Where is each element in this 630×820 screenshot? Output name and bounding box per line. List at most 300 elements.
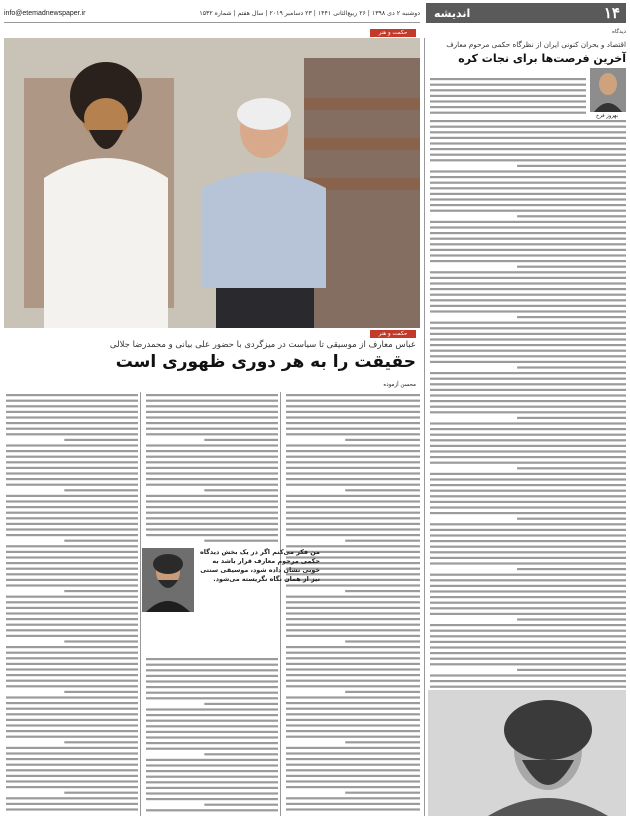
text-line bbox=[6, 635, 138, 637]
main-headline: حقیقت را به هر دوری ظهوری است bbox=[115, 352, 416, 372]
text-line bbox=[146, 444, 278, 446]
text-line bbox=[430, 294, 626, 296]
text-line bbox=[345, 691, 420, 693]
text-line bbox=[517, 417, 626, 419]
text-line bbox=[286, 769, 420, 771]
text-line bbox=[517, 618, 626, 620]
text-line bbox=[286, 713, 420, 715]
text-line bbox=[204, 489, 278, 491]
text-line bbox=[430, 523, 626, 525]
text-line bbox=[6, 708, 138, 710]
text-line bbox=[517, 266, 626, 268]
text-line bbox=[6, 702, 138, 704]
text-line bbox=[430, 473, 626, 475]
text-line bbox=[286, 411, 420, 413]
text-line bbox=[430, 249, 626, 251]
text-line bbox=[146, 500, 278, 502]
text-line bbox=[286, 764, 420, 766]
text-line bbox=[146, 787, 278, 789]
text-line bbox=[286, 456, 420, 458]
text-line bbox=[345, 439, 420, 441]
text-line bbox=[6, 601, 138, 603]
section-name: اندیشه bbox=[434, 6, 471, 20]
text-line bbox=[430, 439, 626, 441]
text-line bbox=[146, 450, 278, 452]
text-line bbox=[146, 742, 278, 744]
text-line bbox=[6, 456, 138, 458]
text-line bbox=[286, 708, 420, 710]
text-line bbox=[430, 478, 626, 480]
text-line bbox=[64, 640, 138, 642]
text-line bbox=[6, 596, 138, 598]
text-line bbox=[345, 741, 420, 743]
text-line bbox=[286, 428, 420, 430]
text-line bbox=[517, 467, 626, 469]
text-line bbox=[6, 724, 138, 726]
text-line bbox=[6, 461, 138, 463]
text-line bbox=[430, 686, 626, 688]
text-line bbox=[64, 792, 138, 794]
text-line bbox=[517, 215, 626, 217]
text-line bbox=[286, 444, 420, 446]
text-line bbox=[6, 769, 138, 771]
text-line bbox=[6, 663, 138, 665]
text-line bbox=[64, 540, 138, 542]
text-line bbox=[64, 439, 138, 441]
text-line bbox=[430, 361, 626, 363]
text-line bbox=[6, 484, 138, 486]
text-line bbox=[286, 657, 420, 659]
text-line bbox=[6, 797, 138, 799]
text-line bbox=[430, 100, 586, 102]
text-line bbox=[64, 741, 138, 743]
text-line bbox=[286, 450, 420, 452]
text-line bbox=[430, 78, 586, 80]
caption-tag: حکمت و هنر bbox=[370, 330, 416, 338]
text-line bbox=[146, 680, 278, 682]
text-line bbox=[430, 534, 626, 536]
text-line bbox=[430, 529, 626, 531]
text-line bbox=[286, 724, 420, 726]
text-line bbox=[286, 680, 420, 682]
text-line bbox=[430, 630, 626, 632]
text-line bbox=[146, 731, 278, 733]
text-line bbox=[430, 159, 626, 161]
text-line bbox=[6, 680, 138, 682]
text-line bbox=[286, 758, 420, 760]
author-photo bbox=[590, 68, 626, 112]
text-line bbox=[6, 433, 138, 435]
text-line bbox=[286, 663, 420, 665]
date-line: دوشنبه ۲ دی ۱۳۹۸ | ۲۶ ربیع‌الثانی ۱۴۴۱ | ۲۳ دسامبر ۲۰۱۹ | سال هفتم | شماره ۱۵۳۲ bbox=[199, 9, 420, 17]
text-line bbox=[286, 394, 420, 396]
text-line bbox=[6, 803, 138, 805]
text-line bbox=[430, 154, 626, 156]
text-line bbox=[517, 165, 626, 167]
text-line bbox=[430, 652, 626, 654]
text-line bbox=[6, 629, 138, 631]
text-line bbox=[430, 327, 626, 329]
text-line bbox=[286, 467, 420, 469]
text-line bbox=[430, 383, 626, 385]
text-line bbox=[6, 752, 138, 754]
text-line bbox=[6, 584, 138, 586]
main-article-column-2 bbox=[144, 392, 278, 546]
text-line bbox=[430, 148, 626, 150]
page-number: ۱۴ bbox=[603, 5, 620, 22]
text-line bbox=[286, 500, 420, 502]
text-line bbox=[6, 674, 138, 676]
text-line bbox=[345, 489, 420, 491]
text-line bbox=[146, 697, 278, 699]
text-line bbox=[146, 405, 278, 407]
text-line bbox=[430, 355, 626, 357]
text-line bbox=[430, 95, 586, 97]
text-line bbox=[430, 562, 626, 564]
text-line bbox=[6, 467, 138, 469]
text-line bbox=[430, 394, 626, 396]
text-line bbox=[430, 89, 586, 91]
text-line bbox=[64, 691, 138, 693]
text-line bbox=[430, 434, 626, 436]
text-line bbox=[430, 680, 626, 682]
text-line bbox=[286, 747, 420, 749]
text-line bbox=[430, 322, 626, 324]
text-line bbox=[286, 719, 420, 721]
text-line bbox=[64, 489, 138, 491]
text-line bbox=[146, 781, 278, 783]
text-line bbox=[146, 394, 278, 396]
text-line bbox=[6, 612, 138, 614]
text-line bbox=[430, 462, 626, 464]
main-article-column-2b bbox=[144, 656, 278, 816]
text-line bbox=[146, 478, 278, 480]
text-line bbox=[345, 640, 420, 642]
text-line bbox=[430, 450, 626, 452]
text-line bbox=[430, 445, 626, 447]
column-divider bbox=[424, 38, 425, 816]
text-line bbox=[146, 664, 278, 666]
section-banner bbox=[426, 3, 626, 23]
text-line bbox=[204, 804, 278, 806]
text-line bbox=[430, 120, 626, 122]
text-line bbox=[146, 512, 278, 514]
text-line bbox=[146, 809, 278, 811]
text-line bbox=[430, 232, 626, 234]
text-line bbox=[6, 523, 138, 525]
text-line bbox=[6, 495, 138, 497]
main-byline: محسن آزموده bbox=[383, 382, 416, 388]
text-line bbox=[286, 461, 420, 463]
text-line bbox=[345, 590, 420, 592]
text-line bbox=[6, 517, 138, 519]
text-line bbox=[430, 350, 626, 352]
text-line bbox=[6, 579, 138, 581]
website-address[interactable]: info@etemadnewspaper.ir bbox=[4, 9, 86, 17]
text-line bbox=[430, 512, 626, 514]
text-line bbox=[146, 467, 278, 469]
text-line bbox=[286, 495, 420, 497]
text-line bbox=[286, 534, 420, 536]
text-line bbox=[430, 221, 626, 223]
text-line bbox=[430, 210, 626, 212]
text-line bbox=[286, 780, 420, 782]
text-line bbox=[6, 808, 138, 810]
text-line bbox=[6, 534, 138, 536]
text-line bbox=[345, 792, 420, 794]
text-line bbox=[430, 663, 626, 665]
text-line bbox=[430, 204, 626, 206]
text-line bbox=[146, 669, 278, 671]
text-line bbox=[146, 534, 278, 536]
text-line bbox=[6, 713, 138, 715]
text-line bbox=[430, 406, 626, 408]
text-line bbox=[204, 439, 278, 441]
text-line bbox=[6, 624, 138, 626]
text-line bbox=[430, 310, 626, 312]
text-line bbox=[146, 725, 278, 727]
text-line bbox=[6, 764, 138, 766]
side-column-tag: دیدگاه bbox=[611, 29, 626, 35]
text-line bbox=[286, 528, 420, 530]
text-line bbox=[286, 484, 420, 486]
text-line bbox=[146, 714, 278, 716]
text-line bbox=[146, 658, 278, 660]
text-line bbox=[430, 112, 586, 114]
text-line bbox=[430, 106, 586, 108]
text-line bbox=[6, 472, 138, 474]
text-line bbox=[430, 658, 626, 660]
text-line bbox=[430, 299, 626, 301]
text-line bbox=[6, 562, 138, 564]
text-line bbox=[430, 411, 626, 413]
text-line bbox=[6, 444, 138, 446]
text-line bbox=[430, 646, 626, 648]
text-line bbox=[6, 416, 138, 418]
text-line bbox=[430, 400, 626, 402]
text-line bbox=[430, 495, 626, 497]
text-line bbox=[204, 540, 278, 542]
text-line bbox=[430, 333, 626, 335]
text-line bbox=[146, 433, 278, 435]
main-section-tag: حکمت و هنر bbox=[370, 29, 416, 37]
text-line bbox=[430, 613, 626, 615]
main-article-column-3 bbox=[4, 392, 138, 816]
text-line bbox=[286, 400, 420, 402]
bottom-photo bbox=[428, 690, 626, 816]
main-photo bbox=[4, 38, 420, 328]
text-line bbox=[286, 752, 420, 754]
text-line bbox=[6, 394, 138, 396]
text-line bbox=[286, 775, 420, 777]
text-line bbox=[286, 416, 420, 418]
text-line bbox=[430, 372, 626, 374]
text-line bbox=[517, 366, 626, 368]
text-line bbox=[6, 747, 138, 749]
text-line bbox=[430, 635, 626, 637]
text-line bbox=[6, 652, 138, 654]
text-line bbox=[430, 490, 626, 492]
text-line bbox=[430, 137, 626, 139]
text-line bbox=[517, 518, 626, 520]
text-line bbox=[430, 182, 626, 184]
text-line bbox=[430, 193, 626, 195]
text-line bbox=[430, 271, 626, 273]
text-line bbox=[430, 422, 626, 424]
text-line bbox=[517, 669, 626, 671]
text-line bbox=[430, 540, 626, 542]
text-line bbox=[6, 685, 138, 687]
text-line bbox=[430, 551, 626, 553]
text-line bbox=[6, 556, 138, 558]
text-line bbox=[146, 770, 278, 772]
text-line bbox=[6, 573, 138, 575]
text-line bbox=[430, 198, 626, 200]
text-line bbox=[6, 400, 138, 402]
text-line bbox=[430, 277, 626, 279]
text-line bbox=[146, 720, 278, 722]
text-line bbox=[430, 428, 626, 430]
text-line bbox=[430, 574, 626, 576]
text-line bbox=[286, 786, 420, 788]
text-line bbox=[6, 719, 138, 721]
text-line bbox=[6, 528, 138, 530]
column-divider bbox=[140, 392, 141, 816]
text-line bbox=[430, 238, 626, 240]
text-line bbox=[286, 478, 420, 480]
text-line bbox=[286, 517, 420, 519]
text-line bbox=[146, 495, 278, 497]
text-line bbox=[146, 523, 278, 525]
text-line bbox=[146, 422, 278, 424]
text-line bbox=[146, 736, 278, 738]
inset-photo bbox=[142, 548, 194, 612]
text-line bbox=[430, 378, 626, 380]
text-line bbox=[430, 501, 626, 503]
text-line bbox=[146, 411, 278, 413]
text-line bbox=[286, 736, 420, 738]
side-article-intro bbox=[428, 76, 586, 116]
text-line bbox=[286, 668, 420, 670]
text-line bbox=[146, 748, 278, 750]
text-line bbox=[6, 428, 138, 430]
text-line bbox=[430, 484, 626, 486]
text-line bbox=[6, 422, 138, 424]
text-line bbox=[286, 808, 420, 810]
text-line bbox=[286, 472, 420, 474]
text-line bbox=[430, 506, 626, 508]
text-line bbox=[6, 668, 138, 670]
text-line bbox=[6, 696, 138, 698]
text-line bbox=[286, 797, 420, 799]
text-line bbox=[286, 803, 420, 805]
text-line bbox=[6, 506, 138, 508]
text-line bbox=[6, 607, 138, 609]
text-line bbox=[430, 624, 626, 626]
text-line bbox=[430, 305, 626, 307]
text-line bbox=[6, 500, 138, 502]
header-info-bar bbox=[4, 4, 420, 23]
text-line bbox=[146, 792, 278, 794]
text-line bbox=[6, 646, 138, 648]
text-line bbox=[430, 243, 626, 245]
text-line bbox=[146, 456, 278, 458]
text-line bbox=[204, 753, 278, 755]
text-line bbox=[6, 775, 138, 777]
text-line bbox=[146, 461, 278, 463]
text-line bbox=[6, 411, 138, 413]
text-line bbox=[286, 523, 420, 525]
text-line bbox=[430, 84, 586, 86]
text-line bbox=[430, 344, 626, 346]
text-line bbox=[430, 170, 626, 172]
text-line bbox=[6, 758, 138, 760]
text-line bbox=[6, 736, 138, 738]
text-line bbox=[6, 551, 138, 553]
text-line bbox=[146, 428, 278, 430]
text-line bbox=[64, 590, 138, 592]
text-line bbox=[430, 187, 626, 189]
text-line bbox=[6, 730, 138, 732]
side-headline: آخرین فرصت‌ها برای نجات کره bbox=[458, 52, 626, 65]
text-line bbox=[286, 422, 420, 424]
text-line bbox=[430, 282, 626, 284]
text-line bbox=[146, 764, 278, 766]
text-line bbox=[430, 131, 626, 133]
text-line bbox=[286, 433, 420, 435]
text-line bbox=[6, 568, 138, 570]
text-line bbox=[430, 226, 626, 228]
side-author-name: بهروز فرخ bbox=[595, 113, 619, 119]
text-line bbox=[430, 546, 626, 548]
text-line bbox=[146, 686, 278, 688]
text-line bbox=[430, 579, 626, 581]
text-line bbox=[6, 780, 138, 782]
text-line bbox=[286, 685, 420, 687]
text-line bbox=[146, 517, 278, 519]
text-line bbox=[146, 759, 278, 761]
text-line bbox=[430, 254, 626, 256]
text-line bbox=[146, 692, 278, 694]
text-line bbox=[286, 506, 420, 508]
text-line bbox=[430, 585, 626, 587]
text-line bbox=[286, 702, 420, 704]
text-line bbox=[430, 674, 626, 676]
text-line bbox=[6, 786, 138, 788]
text-line bbox=[430, 602, 626, 604]
text-line bbox=[430, 596, 626, 598]
text-line bbox=[430, 456, 626, 458]
text-line bbox=[430, 126, 626, 128]
text-line bbox=[146, 416, 278, 418]
text-line bbox=[430, 590, 626, 592]
text-line bbox=[286, 512, 420, 514]
text-line bbox=[6, 478, 138, 480]
text-line bbox=[430, 260, 626, 262]
text-line bbox=[146, 776, 278, 778]
text-line bbox=[146, 472, 278, 474]
text-line bbox=[146, 400, 278, 402]
inset-quote-box bbox=[142, 548, 320, 652]
text-line bbox=[286, 674, 420, 676]
text-line bbox=[430, 176, 626, 178]
text-line bbox=[6, 545, 138, 547]
text-line bbox=[204, 703, 278, 705]
text-line bbox=[430, 607, 626, 609]
text-line bbox=[430, 288, 626, 290]
main-kicker: عباس معارف از موسیقی تا سیاست در میزگردی با حضور علی بیانی و محمدرضا جلالی bbox=[109, 340, 416, 350]
text-line bbox=[6, 450, 138, 452]
